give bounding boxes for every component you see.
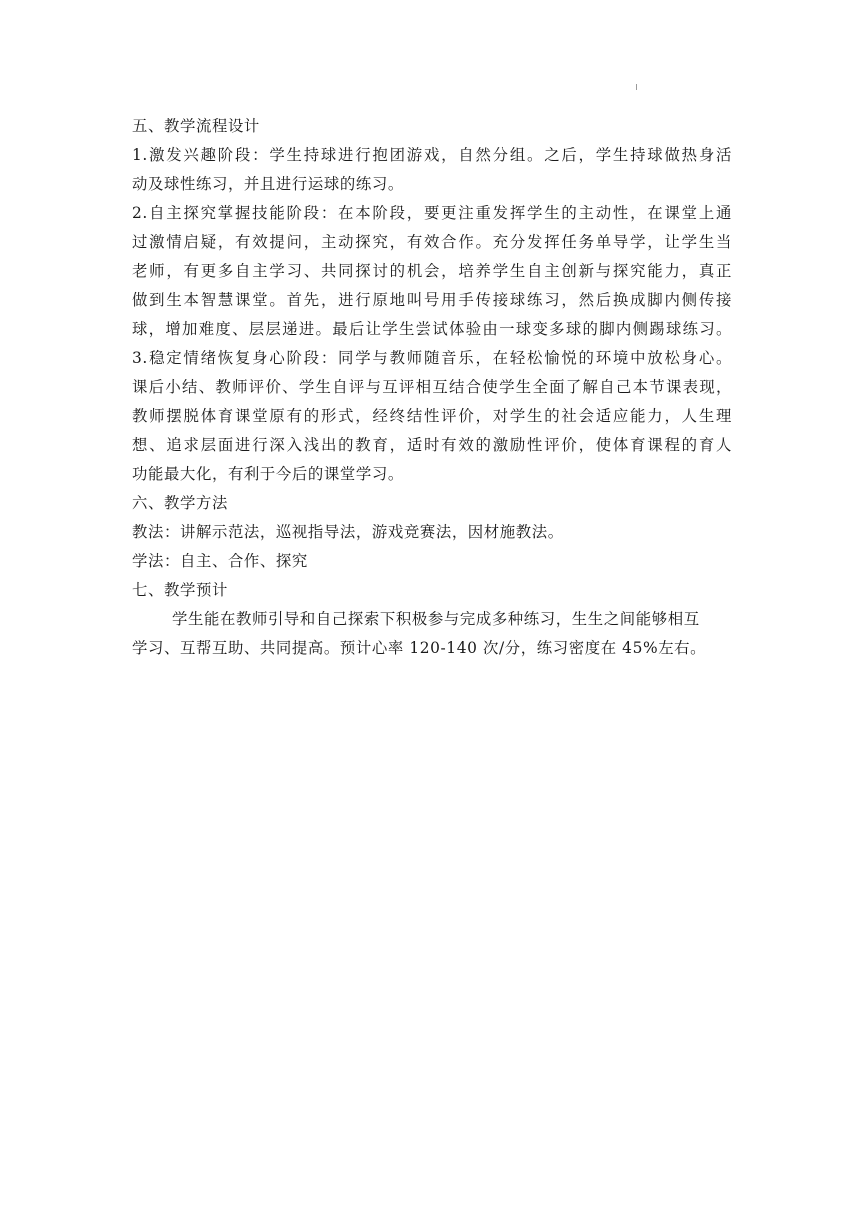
flow-line: 过激情启疑，有效提问，主动探究，有效合作。充分发挥任务单导学，让学生当 (132, 233, 732, 251)
flow-line: 动及球性练习，并且进行运球的练习。 (132, 175, 404, 193)
section-heading-method: 六、教学方法 (132, 494, 228, 512)
teaching-method-line: 教法：讲解示范法，巡视指导法，游戏竞赛法，因材施教法。 (132, 523, 564, 541)
flow-line: 做到生本智慧课堂。首先，进行原地叫号用手传接球练习，然后换成脚内侧传接 (132, 291, 732, 309)
flow-line: 教师摆脱体育课堂原有的形式，经终结性评价，对学生的社会适应能力，人生理 (132, 407, 732, 425)
forecast-line: 学生能在教师引导和自己探索下积极参与完成多种练习，生生之间能够相互 (172, 610, 700, 628)
flow-line: 功能最大化，有利于今后的课堂学习。 (132, 465, 404, 483)
section-heading-forecast: 七、教学预计 (132, 581, 228, 599)
flow-line: 课后小结、教师评价、学生自评与互评相互结合使学生全面了解自己本节课表现， (132, 378, 732, 396)
header-mark (636, 84, 637, 90)
flow-line: 1.激发兴趣阶段：学生持球进行抱团游戏，自然分组。之后，学生持球做热身活 (132, 146, 732, 164)
flow-line: 球，增加难度、层层递进。最后让学生尝试体验由一球变多球的脚内侧踢球练习。 (132, 320, 732, 338)
learning-method-line: 学法：自主、合作、探究 (132, 552, 308, 570)
flow-line: 老师，有更多自主学习、共同探讨的机会，培养学生自主创新与探究能力，真正 (132, 262, 732, 280)
flow-line: 想、追求层面进行深入浅出的教育，适时有效的激励性评价，使体育课程的育人 (132, 436, 732, 454)
document-body (132, 112, 732, 663)
flow-line: 3.稳定情绪恢复身心阶段：同学与教师随音乐，在轻松愉悦的环境中放松身心。 (132, 349, 732, 367)
section-heading-flow: 五、教学流程设计 (132, 117, 260, 135)
forecast-line: 学习、互帮互助、共同提高。预计心率 120-140 次/分，练习密度在 45%左右。 (132, 639, 707, 657)
flow-line: 2.自主探究掌握技能阶段：在本阶段，要更注重发挥学生的主动性，在课堂上通 (132, 204, 732, 222)
